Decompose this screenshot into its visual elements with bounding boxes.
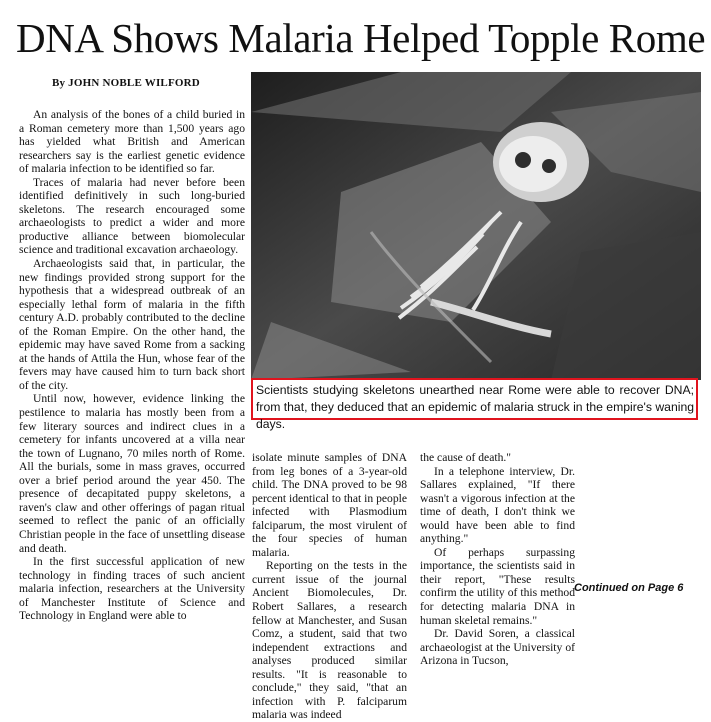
paragraph: Reporting on the tests in the current issue of the journal Ancient Biomolecules, Dr. Robert Sallares, a research fellow at Manchester, and Susan Comz, a student, said that two independent extractions and analyses produced similar results. "It is reasonable to conclude," they said, "that an infection with P. falciparum malaria was indeed	[252, 559, 407, 722]
paragraph: In a telephone interview, Dr. Sallares explained, "If there wasn't a vigorous infection at the time of death, I don't think we would have been able to find anything."	[420, 464, 575, 546]
paragraph: An analysis of the bones of a child buried in a Roman cemetery more than 1,500 years ago has yielded what British and American researchers say is the earliest genetic evidence of malaria infection to be identified so far.	[19, 108, 245, 176]
paragraph: Archaeologists said that, in particular, the new findings provided strong support for the hypothesis that a widespread outbreak of an especially lethal form of malaria in the fifth century A.D. probably contributed to the decline of the Roman Empire. On the other hand, the epidemic may have saved Rome from a sacking at the hands of Attila the Hun, whose fear of the fevers may have caused him to turn back short of the city.	[19, 257, 245, 392]
paragraph: In the first successful application of new technology in finding traces of such ancient malaria infection, researchers at the University of Manchester Institute of Science and Technology in England were able to	[19, 555, 245, 623]
paragraph: Traces of malaria had never before been identified definitively in such long-buried skeletons. The research encouraged some archaeologists to predict a wider and more productive alliance between biomolecular science and traditional excavation archaeology.	[19, 175, 245, 257]
article-column-3	[420, 451, 575, 668]
photo-caption: Scientists studying skeletons unearthed near Rome were able to recover DNA; from that, they deduced that an epidemic of malaria struck in the empire's waning days.	[256, 383, 694, 431]
paragraph: Dr. David Soren, a classical archaeologist at the University of Arizona in Tucson,	[420, 627, 575, 668]
paragraph: isolate minute samples of DNA from leg bones of a 3-year-old child. The DNA proved to be 98 percent identical to that in people infected with Plasmodium falciparum, the most virulent of the four species of human malaria.	[252, 451, 407, 559]
article-column-2	[252, 451, 407, 722]
paragraph: Of perhaps surpassing importance, the scientists said in their report, "These results confirm the utility of this method for detecting malaria DNA in human skeletal remains."	[420, 545, 575, 627]
byline: By JOHN NOBLE WILFORD	[52, 77, 200, 89]
skeleton-illustration	[251, 72, 701, 380]
continued-note: Continued on Page 6	[574, 582, 684, 594]
paragraph: Until now, however, evidence linking the pestilence to malaria has mostly been from a few literary sources and indirect clues in a cemetery for infants uncovered at a villa near the town of Lugnano, 70 miles north of Rome. All the burials, some in mass graves, occurred over a brief period around the year 450. The presence of decapitated puppy skeletons, a raven's claw and other offerings of pagan ritual seemed to reflect the panic of an officially Christian people in the face of unsettling disease and death.	[19, 392, 245, 555]
headline: DNA Shows Malaria Helped Topple Rome	[16, 15, 706, 61]
paragraph: the cause of death."	[420, 451, 512, 464]
article-column-1	[19, 108, 245, 623]
skeleton-photo	[251, 72, 701, 380]
